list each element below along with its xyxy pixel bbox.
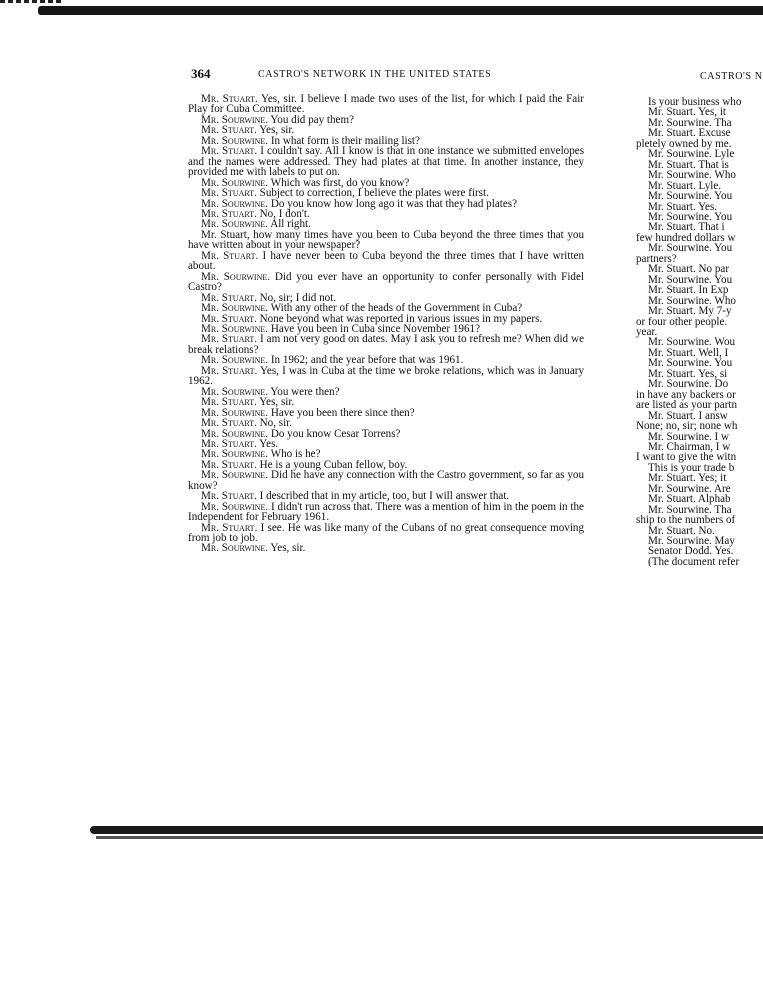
speech-text: Which was first, do you know?	[270, 176, 410, 189]
top-edge-marks	[0, 0, 64, 3]
speaker-name: Mr. Stuart.	[201, 333, 258, 346]
speaker-name: Mr. Stuart.	[201, 417, 257, 430]
bottom-scan-border	[90, 826, 763, 834]
speech-text: With any other of the heads of the Government in Cuba?	[270, 302, 523, 315]
speaker-name: Mr. Stuart.	[201, 521, 258, 534]
right-column-line: Mr. Sourwine. Tha	[648, 116, 732, 129]
right-column-line: Mr. Sourwine. Are	[648, 482, 731, 495]
speech-text: Yes, sir.	[259, 124, 295, 137]
transcript-paragraph	[188, 272, 584, 293]
right-column-line: Mr. Sourwine. Do	[648, 378, 729, 391]
transcript-paragraph	[188, 94, 584, 115]
right-column-line: Mr. Stuart. Yes, it	[648, 106, 726, 119]
right-column-line: Senator Dodd. Yes.	[648, 545, 734, 558]
speaker-name: Mr. Sourwine.	[201, 302, 269, 315]
right-column-line: Is your business who	[648, 97, 742, 108]
speech-text: He is a young Cuban fellow, boy.	[259, 458, 408, 471]
speech-text: Mr. Stuart, how many times have you been to Cuba beyond the three times that you have written about in your newspaper?	[188, 228, 584, 252]
speaker-name: Mr. Stuart.	[201, 437, 257, 450]
speech-text: I am not very good on dates. May I ask you to refresh me? When did we break relations?	[188, 333, 584, 356]
right-column-line: Mr. Stuart. Yes, si	[648, 367, 728, 380]
speech-text: Do you know Cesar Torrens?	[270, 427, 401, 440]
right-column-line: Mr. Stuart. No par	[648, 263, 730, 276]
right-column-line: Mr. Stuart. That is	[648, 158, 729, 171]
speech-text: Who is he?	[270, 448, 321, 461]
top-scan-border	[38, 6, 763, 15]
right-column-line: Mr. Sourwine. Wou	[648, 336, 736, 349]
right-column-line: Mr. Sourwine. You	[648, 210, 733, 223]
speaker-name: Mr. Stuart.	[201, 187, 257, 200]
speaker-name: Mr. Stuart.	[201, 93, 258, 105]
speaker-name: Mr. Sourwine.	[201, 469, 269, 482]
right-column-line: Mr. Stuart. My 7-y	[648, 305, 732, 318]
speaker-name: Mr. Sourwine.	[201, 113, 269, 126]
right-column-line: Mr. Stuart. Yes.	[648, 200, 718, 213]
right-page-running-head: CASTRO'S N	[700, 71, 763, 82]
right-column-line: Mr. Chairman, I w	[648, 440, 731, 453]
speech-text: You did pay them?	[270, 113, 355, 126]
speaker-name: Mr. Stuart.	[201, 249, 259, 262]
speaker-name: Mr. Stuart.	[201, 291, 257, 304]
speaker-name: Mr. Sourwine.	[201, 448, 269, 461]
right-column-line: (The document refer	[648, 555, 740, 568]
speaker-name: Mr. Sourwine.	[201, 385, 269, 398]
speaker-name: Mr. Sourwine.	[201, 134, 269, 147]
right-column-text	[636, 97, 763, 567]
right-column-line: Mr. Sourwine. May	[648, 535, 735, 548]
speaker-name: Mr. Sourwine.	[201, 197, 269, 210]
speaker-name: Mr. Stuart.	[201, 312, 257, 325]
speech-text: Did you ever have an opportunity to confer personally with Fidel Castro?	[188, 270, 584, 294]
speech-text: Have you been in Cuba since November 1961?	[270, 322, 480, 335]
right-column-line: Mr. Sourwine. You	[648, 357, 733, 370]
transcript-paragraph	[188, 470, 584, 491]
speaker-name: Mr. Sourwine.	[201, 354, 269, 367]
speech-text: Did he have any connection with the Castro government, so far as you know?	[188, 469, 584, 492]
right-column-line: Mr. Sourwine. You	[648, 273, 733, 286]
running-head: CASTRO'S NETWORK IN THE UNITED STATES	[258, 69, 492, 80]
speech-text: Yes, sir.	[270, 542, 306, 555]
speech-text: Subject to correction, I believe the plates were first.	[259, 187, 489, 200]
speaker-name: Mr. Stuart.	[201, 490, 257, 503]
right-column-line: Mr. Sourwine. Tha	[648, 503, 732, 516]
speech-text: All right.	[270, 218, 311, 231]
speech-text: In what form is their mailing list?	[270, 134, 420, 147]
right-column-line: partners?	[636, 252, 677, 265]
speaker-name: Mr. Sourwine.	[201, 176, 269, 189]
right-column-line: Mr. Stuart. That i	[648, 221, 725, 234]
right-column-line: are listed as your partn	[636, 399, 738, 412]
transcript-paragraph	[188, 334, 584, 355]
right-column-line: year.	[636, 325, 658, 338]
speaker-name: Mr. Sourwine.	[201, 500, 269, 513]
speech-text: In 1962; and the year before that was 1961.	[270, 354, 464, 367]
right-column-line: Mr. Stuart. Well, I	[648, 346, 729, 359]
speaker-name: Mr. Sourwine.	[201, 270, 271, 283]
speech-text: None beyond what was reported in various issues in my papers.	[259, 312, 543, 325]
speaker-name: Mr. Stuart.	[201, 207, 257, 220]
speech-text: Yes.	[259, 437, 279, 450]
speech-text: I see. He was like many of the Cubans of no great consequence moving from job to job.	[188, 521, 584, 545]
right-column-line: in have any backers or	[636, 388, 736, 401]
speaker-name: Mr. Sourwine.	[201, 542, 269, 555]
right-column-line: Mr. Stuart. Yes; it	[648, 472, 727, 485]
speaker-name: Mr. Stuart.	[201, 124, 257, 137]
right-column-line: pletely owned by me.	[636, 137, 732, 150]
right-column-line: None; no, sir; none wh	[636, 420, 738, 433]
speech-text: Yes, I was in Cuba at the time we broke relations, which was in January 1962.	[188, 364, 584, 388]
speaker-name: Mr. Stuart.	[201, 458, 257, 471]
right-column-line: Mr. Stuart. Alphab	[648, 493, 731, 506]
right-column-line: ship to the numbers of	[636, 514, 736, 527]
right-column-line: or four other people.	[636, 315, 728, 328]
page-number: 364	[191, 66, 211, 81]
speech-text: Have you been there since then?	[270, 406, 415, 419]
right-column-line: Mr. Stuart. Excuse	[648, 127, 731, 140]
speech-text: I have never been to Cuba beyond the three times that I have written about.	[188, 249, 584, 273]
transcript-paragraph	[188, 502, 584, 523]
left-column-text	[188, 94, 584, 554]
transcript-paragraph	[188, 523, 584, 544]
speaker-name: Mr. Stuart.	[201, 396, 257, 409]
speech-text: Yes, sir. I believe I made two uses of the list, for which I paid the Fair Play for Cuba Committee.	[188, 93, 584, 116]
speaker-name: Mr. Sourwine.	[201, 427, 269, 440]
bottom-scan-border-shadow	[96, 836, 763, 839]
right-column-line: Mr. Sourwine. I w	[648, 430, 730, 443]
speaker-name: Mr. Sourwine.	[201, 406, 269, 419]
speech-text: Yes, sir.	[259, 396, 295, 409]
transcript-paragraph	[188, 366, 584, 387]
speaker-name: Mr. Stuart.	[201, 145, 258, 158]
transcript-paragraph	[188, 230, 584, 251]
right-column-line: few hundred dollars w	[636, 231, 736, 244]
right-column-line: Mr. Sourwine. Who	[648, 169, 736, 182]
right-column-line: Mr. Sourwine. Who	[648, 294, 736, 307]
right-column-line: Mr. Stuart. In Exp	[648, 284, 729, 297]
speech-text: You were then?	[270, 385, 340, 398]
speaker-name: Mr. Stuart.	[201, 364, 258, 377]
speech-text: I couldn't say. All I know is that in one instance we submitted envelopes and the names were addressed. They had plates at that time. In another instance, they provided me with labels to put on.	[188, 145, 585, 179]
speech-text: I didn't run across that. There was a mention of him in the poem in the Independent for February 1961.	[188, 500, 584, 524]
speech-text: No, sir; I did not.	[259, 291, 337, 304]
speech-text: Do you know how long ago it was that they had plates?	[270, 197, 517, 210]
speaker-name: Mr. Sourwine.	[201, 322, 269, 335]
right-column-line: Mr. Sourwine. You	[648, 190, 733, 203]
right-column-line: This is your trade b	[648, 461, 735, 474]
transcript-paragraph	[188, 146, 584, 177]
speech-text: No, I don't.	[259, 207, 310, 220]
right-column-line: Mr. Sourwine. You	[648, 242, 733, 255]
transcript-paragraph	[188, 251, 584, 272]
speaker-name: Mr. Sourwine.	[201, 218, 269, 231]
right-column-line: Mr. Stuart. Lyle.	[648, 179, 722, 192]
right-column-line: I want to give the witn	[636, 451, 737, 464]
right-column-line: Mr. Stuart. I answ	[648, 409, 728, 422]
speech-text: No, sir.	[259, 417, 293, 430]
right-column-line: Mr. Sourwine. Lyle	[648, 148, 735, 161]
right-column-line: Mr. Stuart. No.	[648, 524, 715, 537]
speech-text: I described that in my article, too, but I will answer that.	[259, 490, 510, 503]
transcript-paragraph	[188, 543, 584, 553]
